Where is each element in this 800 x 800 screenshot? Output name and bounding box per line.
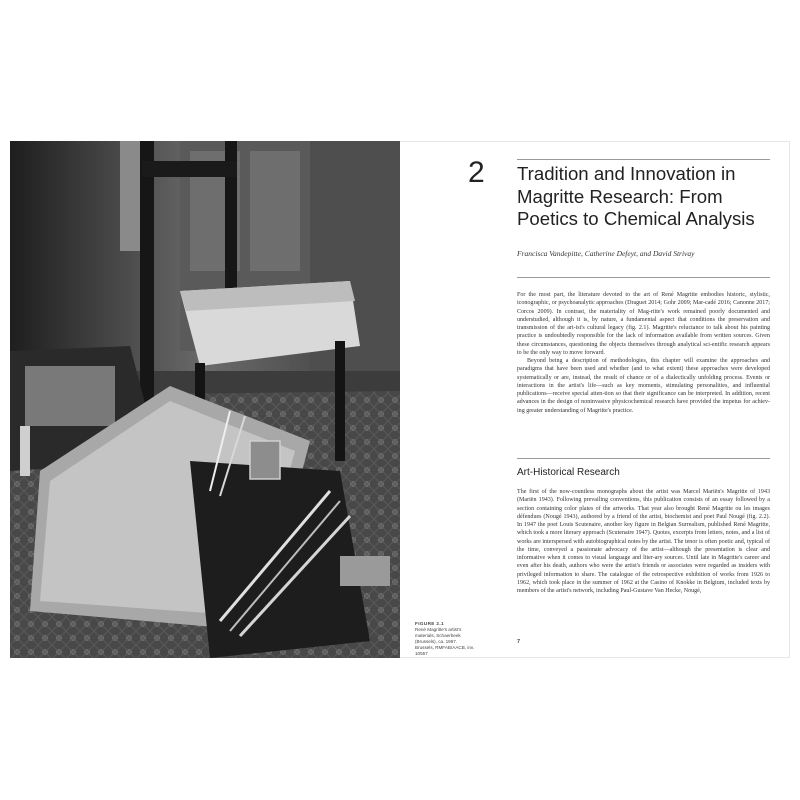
section-paragraph-1: The first of the now-countless monographs about the artist was Marcel Mariën's Magritte of 1943 (Mariën 1943). Following prevailing conventions, this publication consists of an essay followed by a section containing color plates of the artworks. That year also brought René Magritte ou les images défendues (Nougé 1943), authored by a friend of the artist, biochemist and poet Paul Nougé (fig. 2.2). In 1947 the poet Louis Scutenaire, another key figure in Belgian Surrealism, published René Magritte, which took a more literary approach (Scutenaire 1947). Quotes, excerpts from letters, notes, and a list of works are interspersed with autobiographical notes by the artist. The tenor is often poetic and, typical of the time, conveyed a passionate advocacy of the artist—although the presentation is clear and informative when it comes to visual language and liter-ary sources. Until late in Magritte's career and even after his death, authors who were the artist's friends or associates were regarded as insiders with privileged information to share. The catalogue of the retrospective exhibition of works from 1926 to 1962, which took place in the summer of 1962 at the Casino of Knokke in Belgium, included texts by members of the artist's network, including Paul-Gustave Van Hecke, Nougé, (517, 489, 770, 594)
title-top-rule (517, 159, 770, 160)
section-heading: Art-Historical Research (517, 467, 620, 478)
intro-text (517, 291, 770, 415)
figure-caption (415, 621, 477, 657)
figure-photo (10, 141, 400, 658)
section-text (517, 488, 770, 595)
title-bottom-rule (517, 277, 770, 278)
section-rule (517, 458, 770, 459)
chapter-authors: Francisca Vandepitte, Catherine Defeyt, and David Strivay (517, 249, 695, 258)
chapter-number: 2 (468, 156, 485, 189)
photo-illustration (10, 141, 400, 658)
figure-caption-label: FIGURE 2.1 (415, 621, 445, 626)
figure-caption-text: René Magritte's artist's materials, Schaerbeek (Brussels), ca. 1967. Brussels, RMFAB/AACB, inv. 10557 (415, 627, 475, 656)
page-number: 7 (517, 639, 521, 645)
chapter-title: Tradition and Innovation in Magritte Research: From Poetics to Chemical Analysis (517, 163, 755, 229)
intro-paragraph-1: For the most part, the literature devoted to the art of René Magritte embodies historic, stylistic, iconographic, or psychoanalytic approaches (Draguet 2014; Gohr 2009; Mar-cadé 2016; Canonne 2017; Corcos 2009). In contrast, the materiality of Mag-ritte's work remained poorly documented and understudied, although it is, by nature, a fundamental aspect that conditions the preservation and transmission of the art-ist's cultural legacy (fig. 2.1). Magritte's reluctance to talk about his painting practice is undoubtedly responsible for the lack of information available from written sources. Given these circumstances, questioning the objects themselves through analytical sci-entific research appears to be the only way to move forward. (517, 292, 770, 356)
intro-paragraph-2: Beyond being a description of methodologies, this chapter will examine the approaches and paradigms that have been used and whether (and to what extent) these approaches were developed systematically or are, instead, the result of chance or of a dialectically unfolding process. Events or interactions in the artist's life—such as key moments, stimulating personalities, and influential publications—receive special atten-tion so that their significance can be interpreted. In addition, recent advances in the design of noninvasive physicochemical research have provided the impetus for achiev-ing greater understanding of Magritte's practice. (517, 358, 770, 414)
